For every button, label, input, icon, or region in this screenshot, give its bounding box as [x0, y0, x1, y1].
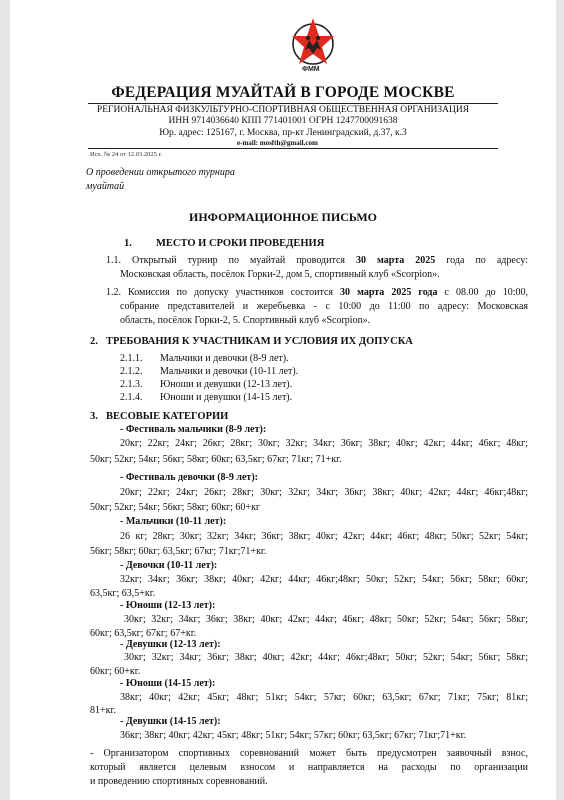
weight-group-title: - Девочки (10-11 лет): — [120, 560, 218, 571]
weight-group-line: 56кг; 58кг; 60кг; 63,5кг; 67кг; 71кг;71+кг. — [90, 546, 267, 557]
weight-group-line: 60кг; 63,5кг; 67кг; 67+кг. — [90, 628, 197, 639]
section1-p2-line2: собрание представителей и жеребьевка - с 10:00 до 11:00 по адресу: Московская — [120, 301, 528, 312]
federation-name: ФЕДЕРАЦИЯ МУАЙТАЙ В ГОРОДЕ МОСКВЕ — [111, 84, 455, 101]
weight-group-line: 38кг; 40кг; 42кг; 45кг; 48кг; 51кг; 54кг; 57кг; 60кг; 63,5кг; 67кг; 71кг; 75кг; 81кг; — [120, 692, 528, 703]
weight-group-title: - Девушки (14-15 лет): — [120, 716, 221, 727]
section2-item-text: Юноши и девушки (14-15 лет). — [160, 392, 293, 403]
letter-page — [10, 0, 556, 800]
weight-group-line: 50кг; 52кг; 54кг; 56кг; 58кг; 60кг; 63,5кг; 67кг; 71кг; 71+кг. — [90, 454, 342, 465]
footer-note-line: который является целевым взносом и направляется на расходы по организации — [90, 762, 528, 773]
p1-date: 30 марта 2025 — [356, 255, 436, 266]
weight-group-title: - Фестиваль девочки (8-9 лет): — [120, 472, 258, 483]
section1-p2-line3: область, посёлок Горки-2, 5. Спортивный клуб «Scorpion». — [120, 315, 371, 326]
section2-item-num: 2.1.4. — [120, 392, 143, 403]
weight-group-title: - Юноши (14-15 лет): — [120, 678, 216, 689]
section2-number: 2. — [90, 336, 98, 347]
section1-p1-line1 — [106, 255, 528, 266]
header-divider-bottom — [88, 148, 498, 149]
weight-group-title: - Девушки (12-13 лет): — [120, 639, 221, 650]
section2-item-num: 2.1.3. — [120, 379, 143, 390]
p1-rest: года по адресу: — [435, 255, 528, 266]
subject-line-1: О проведении открытого турнира — [86, 167, 235, 178]
section2-item-num: 2.1.1. — [120, 353, 143, 364]
p1-prefix: 1.1. Открытый турнир по муайтай проводится — [106, 255, 357, 266]
org-email: e-mail: mosfth@gmail.com — [237, 139, 318, 147]
weight-group-line: 50кг; 52кг; 54кг; 56кг; 58кг; 60кг; 60+кг — [90, 502, 261, 513]
section2-item-text: Юноши и девушки (12-13 лет). — [160, 379, 293, 390]
section2-item-text: Мальчики и девочки (8-9 лет). — [160, 353, 289, 364]
section2-item-num: 2.1.2. — [120, 366, 143, 377]
org-name: РЕГИОНАЛЬНАЯ ФИЗКУЛЬТУРНО-СПОРТИВНАЯ ОБЩЕСТВЕННАЯ ОРГАНИЗАЦИЯ — [96, 105, 470, 115]
org-address: Юр. адрес: 125167, г. Москва, пр-кт Ленинградский, д.37, к.3 — [159, 128, 407, 138]
section1-p2-line1 — [106, 287, 528, 298]
letter-title: ИНФОРМАЦИОННОЕ ПИСЬМО — [188, 210, 377, 224]
weight-group-line: 81+кг. — [90, 705, 116, 716]
footer-note-line: и проведению спортивных соревнований. — [90, 776, 268, 787]
section3-heading: ВЕСОВЫЕ КАТЕГОРИИ — [106, 411, 229, 422]
section2-item-text: Мальчики и девочки (10-11 лет). — [160, 366, 299, 377]
weight-group-line: 30кг; 32кг; 34кг; 36кг; 38кг; 40кг; 42кг; 44кг; 46кг; 48кг; 50кг; 52кг; 54кг; 56кг; 58кг; — [124, 614, 528, 625]
org-ids: ИНН 9714036640 КПП 771401001 ОГРН 1247700091638 — [168, 116, 398, 126]
p2-date: 30 марта 2025 года — [340, 287, 438, 298]
weight-group-line: 60кг; 60+кг. — [90, 666, 141, 677]
section2-heading: ТРЕБОВАНИЯ К УЧАСТНИКАМ И УСЛОВИЯ ИХ ДОПУСКА — [106, 336, 413, 347]
weight-group-title: - Мальчики (10-11 лет): — [120, 516, 227, 527]
weight-group-line: 20кг; 22кг; 24кг; 26кг; 28кг; 30кг; 32кг; 34кг; 36кг; 38кг; 40кг; 42кг; 44кг; 46кг; 48кг; — [120, 438, 528, 449]
section1-heading: МЕСТО И СРОКИ ПРОВЕДЕНИЯ — [156, 238, 325, 249]
outgoing-number: Исх. № 24 от 12.03.2025 г. — [90, 151, 163, 158]
section3-number: 3. — [90, 411, 98, 422]
weight-group-line: 26 кг; 28кг; 30кг; 32кг; 34кг; 36кг; 38кг; 40кг; 42кг; 44кг; 46кг; 48кг; 50кг; 52кг; 54кг; — [120, 531, 528, 542]
p2-rest: с 08.00 до 10:00, — [437, 287, 528, 298]
weight-group-line: 36кг; 38кг; 40кг; 42кг; 45кг; 48кг; 51кг; 54кг; 57кг; 60кг; 63,5кг; 67кг; 71кг;71+кг. — [120, 730, 467, 741]
weight-group-line: 20кг; 22кг; 24кг; 26кг; 28кг; 30кг; 32кг; 34кг; 36кг; 38кг; 40кг; 42кг; 44кг; 46кг;48кг; — [120, 487, 528, 498]
logo-text: ФММ — [302, 66, 320, 73]
header-divider — [88, 103, 498, 104]
section1-number: 1. — [124, 238, 132, 249]
weight-group-line: 32кг; 34кг; 36кг; 38кг; 40кг; 42кг; 44кг; 46кг;48кг; 50кг; 52кг; 54кг; 56кг; 58кг; 60кг; — [120, 574, 528, 585]
p2-prefix: 1.2. Комиссия по допуску участников состоится — [106, 287, 341, 298]
section1-p1-line2: Московская область, посёлок Горки-2, дом 5, спортивный клуб «Scorpion». — [120, 269, 440, 280]
weight-group-line: 30кг; 32кг; 34кг; 36кг; 38кг; 40кг; 42кг; 44кг; 46кг;48кг; 50кг; 52кг; 54кг; 56кг; 58кг; — [124, 652, 528, 663]
federation-logo — [290, 10, 336, 80]
weight-group-line: 63,5кг; 63,5+кг. — [90, 588, 156, 599]
weight-group-title: - Фестиваль мальчики (8-9 лет): — [120, 424, 267, 435]
subject-line-2: муайтай — [86, 181, 125, 192]
weight-group-title: - Юноши (12-13 лет): — [120, 600, 216, 611]
footer-note-line: - Организатором спортивных соревнований может быть предусмотрен заявочный взнос, — [90, 748, 528, 759]
